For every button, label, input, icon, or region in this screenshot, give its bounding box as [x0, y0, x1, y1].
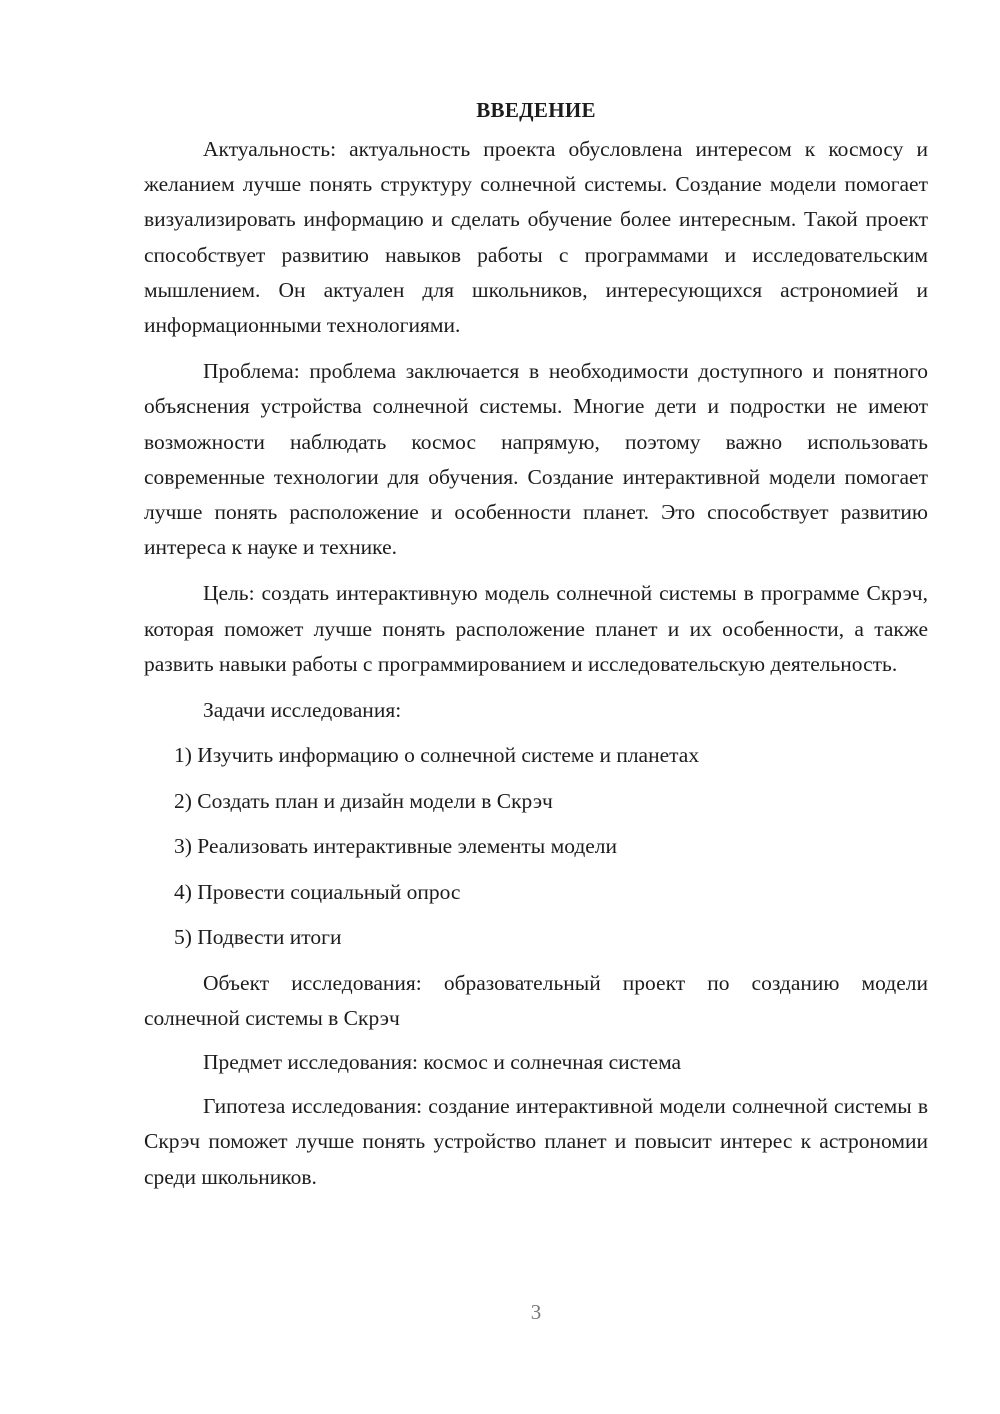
- paragraph-goal: Цель: создать интерактивную модель солнечной системы в программе Скрэч, которая поможет лучше понять расположение планет и их особенности, а также развить навыки работы с программированием и исследовательскую деятельность.: [144, 581, 928, 676]
- tasks-list: [144, 738, 928, 955]
- paragraph-object: Объект исследования: образовательный проект по созданию модели солнечной системы в Скрэч: [144, 970, 928, 1030]
- paragraph-hypothesis: Гипотеза исследования: создание интерактивной модели солнечной системы в Скрэч поможет лучше понять устройство планет и повысит интерес к астрономии среди школьников.: [144, 1094, 928, 1189]
- list-item: 4) Провести социальный опрос: [174, 879, 461, 904]
- list-item: 1) Изучить информацию о солнечной системе и планетах: [174, 743, 700, 768]
- paragraph-subject: Предмет исследования: космос и солнечная система: [203, 1049, 682, 1074]
- document-page: [144, 96, 928, 1206]
- list-item: 3) Реализовать интерактивные элементы модели: [174, 834, 618, 859]
- tasks-title: Задачи исследования:: [203, 698, 402, 723]
- list-item: 5) Подвести итоги: [174, 925, 342, 950]
- list-item: 2) Создать план и дизайн модели в Скрэч: [174, 788, 553, 813]
- page-title: ВВЕДЕНИЕ: [476, 98, 596, 122]
- page-number: 3: [530, 1300, 542, 1324]
- paragraph-problem: Проблема: проблема заключается в необходимости доступного и понятного объяснения устройства солнечной системы. Многие дети и подростки не имеют возможности наблюдать космос напрямую, поэтому важно использовать современные технологии для обучения. Создание интерактивной модели помогает лучше понять расположение и особенности планет. Это способствует развитию интереса к науке и технике.: [144, 359, 928, 560]
- paragraph-relevance: Актуальность: актуальность проекта обусловлена интересом к космосу и желанием лучше понять структуру солнечной системы. Создание модели помогает визуализировать информацию и сделать обучение более интересным. Такой проект способствует развитию навыков работы с программами и исследовательским мышлением. Он актуален для школьников, интересующихся астрономией и информационными технологиями.: [144, 137, 928, 338]
